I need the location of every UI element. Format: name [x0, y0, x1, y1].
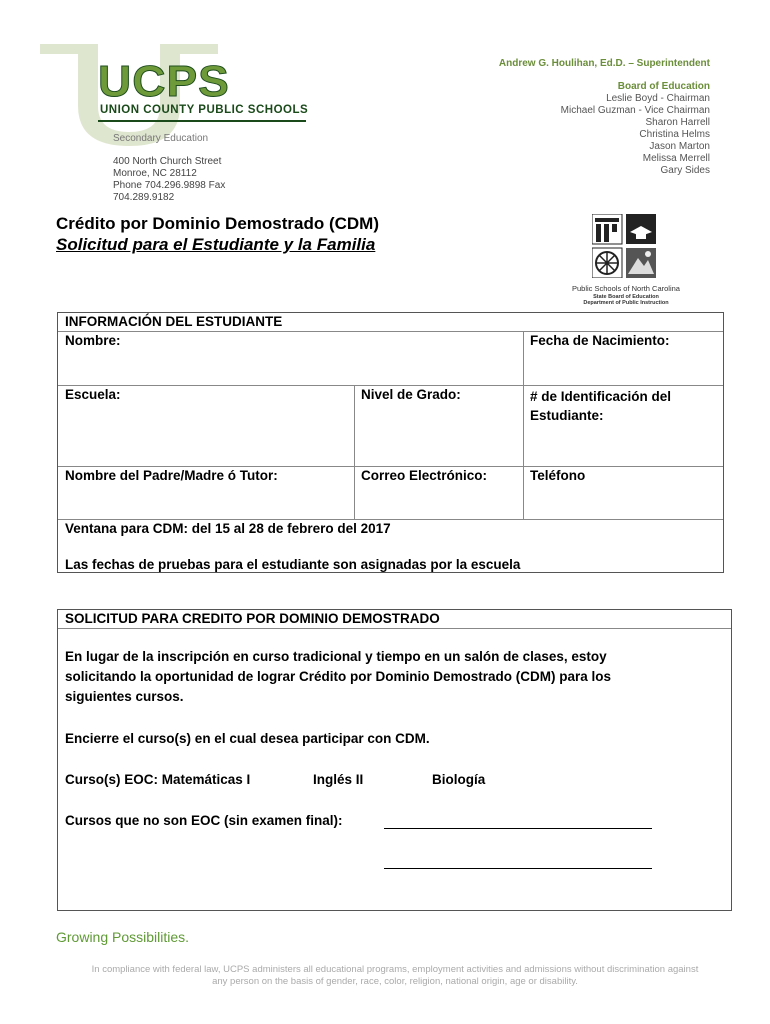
eoc-english-option[interactable]: Inglés II	[313, 772, 364, 787]
dob-label: Fecha de Nacimiento:	[530, 333, 670, 348]
address-block	[113, 156, 225, 204]
testing-dates-text: Las fechas de pruebas para el estudiante son asignadas por la escuela	[65, 557, 521, 572]
cdm-window-text: Ventana para CDM: del 15 al 28 de febrero del 2017	[65, 521, 391, 536]
grade-label: Nivel de Grado:	[361, 387, 461, 402]
divider	[58, 331, 723, 332]
board-member: Jason Marton	[649, 141, 710, 152]
board-member: Michael Guzman - Vice Chairman	[560, 105, 710, 116]
slogan: Growing Possibilities.	[56, 929, 190, 945]
nc-dept-caption: Department of Public Instruction	[583, 300, 669, 306]
divider	[58, 466, 723, 467]
board-member: Gary Sides	[660, 165, 710, 176]
school-label: Escuela:	[65, 387, 121, 402]
logo-divider	[98, 120, 306, 122]
paragraph-line: En lugar de la inscripción en curso tradicional y tiempo en un salón de clases, estoy	[65, 649, 607, 664]
non-eoc-course-line-2[interactable]	[384, 868, 652, 869]
department-name: Secondary Education	[113, 133, 209, 144]
board-member: Christina Helms	[639, 129, 710, 140]
divider	[523, 331, 524, 519]
student-info-table	[57, 312, 724, 573]
page-subtitle: Solicitud para el Estudiante y la Familia	[56, 235, 376, 254]
nc-dpi-logo-icon	[592, 214, 656, 278]
divider	[354, 385, 355, 519]
non-eoc-course-line-1[interactable]	[384, 828, 652, 829]
phone-label: Teléfono	[530, 468, 586, 483]
nc-caption-sub	[566, 294, 686, 306]
paragraph-line: siguientes cursos.	[65, 689, 184, 704]
board-title: Board of Education	[617, 81, 710, 92]
address-line: Monroe, NC 28112	[113, 168, 197, 179]
board-block	[499, 58, 710, 177]
section-title: INFORMACIÓN DEL ESTUDIANTE	[65, 314, 283, 329]
board-member: Melissa Merrell	[642, 153, 710, 164]
eoc-biology-option[interactable]: Biología	[432, 772, 486, 787]
board-member: Sharon Harrell	[645, 117, 710, 128]
page-title: Crédito por Dominio Demostrado (CDM)	[56, 214, 379, 233]
eoc-math-option[interactable]: Curso(s) EOC: Matemáticas I	[65, 772, 251, 787]
nc-board-caption: State Board of Education	[593, 294, 659, 300]
student-id-label-line1: # de Identificación del	[530, 389, 672, 404]
name-label: Nombre:	[65, 333, 121, 348]
cdm-request-table	[57, 609, 732, 911]
request-paragraph	[65, 647, 611, 707]
compliance-line: In compliance with federal law, UCPS administers all educational programs, employment activities and admissions without discrimination against	[91, 964, 699, 975]
ucps-logo-text: UCPS	[98, 56, 230, 106]
parent-label: Nombre del Padre/Madre ó Tutor:	[65, 468, 278, 483]
section-title: SOLICITUD PARA CREDITO POR DOMINIO DEMOSTRADO	[65, 611, 440, 626]
address-line: 704.289.9182	[113, 192, 175, 203]
paragraph-line: solicitando la oportunidad de lograr Crédito por Dominio Demostrado (CDM) para los	[65, 669, 612, 684]
circle-instructions: Encierre el curso(s) en el cual desea participar con CDM.	[65, 731, 430, 746]
nc-caption: Public Schools of North Carolina	[572, 284, 680, 293]
address-line: Phone 704.296.9898 Fax	[113, 180, 226, 191]
superintendent: Andrew G. Houlihan, Ed.D. – Superintendent	[498, 58, 710, 69]
address-line: 400 North Church Street	[113, 156, 222, 167]
compliance-notice	[60, 964, 730, 988]
non-eoc-label: Cursos que no son EOC (sin examen final):	[65, 813, 343, 828]
email-label: Correo Electrónico:	[361, 468, 488, 483]
divider	[58, 519, 723, 520]
board-member: Leslie Boyd - Chairman	[606, 93, 710, 104]
student-id-label-line2: Estudiante:	[530, 408, 604, 423]
ucps-logo-subtitle: UNION COUNTY PUBLIC SCHOOLS	[100, 104, 309, 116]
student-id-label	[530, 387, 671, 425]
compliance-line: any person on the basis of gender, race, color, religion, national origin, age or disability.	[212, 976, 578, 987]
divider	[58, 628, 731, 629]
divider	[58, 385, 723, 386]
